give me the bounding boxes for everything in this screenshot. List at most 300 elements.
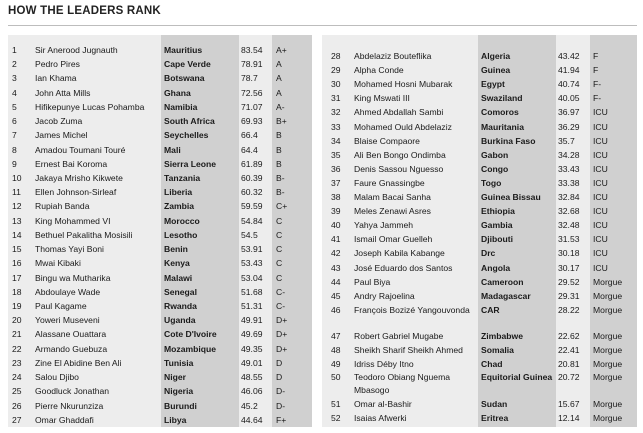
grade-cell: C — [276, 215, 283, 226]
grade-cell: F+ — [276, 414, 287, 425]
rank-cell: 41 — [331, 234, 341, 245]
score-cell: 15.67 — [558, 399, 580, 410]
leader-cell: Meles Zenawi Asres — [354, 206, 431, 217]
country-cell: Swaziland — [481, 93, 523, 104]
country-cell: Liberia — [164, 187, 193, 198]
country-cell: Mauritania — [481, 121, 524, 132]
country-cell: Tanzania — [164, 172, 201, 183]
table-row — [322, 343, 637, 357]
rank-cell: 43 — [331, 262, 341, 273]
score-cell: 43.42 — [558, 51, 580, 61]
leader-cell: Sheikh Sharif Sheikh Ahmed — [354, 345, 463, 355]
leader-cell: Alpha Conde — [354, 65, 404, 76]
leader-cell: Idriss Déby Itno — [354, 359, 414, 370]
rank-cell: 36 — [331, 163, 341, 174]
leader-cell: Yoweri Museveni — [35, 315, 100, 326]
grade-cell: A — [276, 59, 282, 70]
country-cell: Burundi — [164, 400, 197, 411]
leader-cell: Mwai Kibaki — [35, 258, 81, 269]
country-cell: Ethiopia — [481, 206, 515, 217]
page-title: HOW THE LEADERS RANK — [8, 5, 161, 17]
table-row — [8, 313, 312, 327]
score-cell: 28.22 — [558, 304, 580, 315]
country-cell: Senegal — [164, 286, 197, 297]
leader-cell: Rupiah Banda — [35, 201, 90, 212]
country-cell: Mozambique — [164, 343, 217, 354]
grade-cell: B- — [276, 187, 285, 198]
leader-cell: Zine El Abidine Ben Ali — [35, 357, 122, 368]
rank-cell: 17 — [12, 272, 22, 283]
country-cell: Botswana — [164, 73, 205, 84]
leader-cell: Denis Sassou Nguesso — [354, 163, 444, 174]
table-row — [322, 246, 637, 260]
rank-cell: 18 — [12, 286, 22, 297]
country-cell: Angola — [481, 262, 511, 273]
table-row — [8, 256, 312, 270]
score-cell: 32.68 — [558, 206, 580, 217]
country-cell: Malawi — [164, 272, 193, 283]
country-cell: Seychelles — [164, 130, 209, 141]
rank-cell: 38 — [331, 192, 341, 202]
grade-cell: B — [276, 144, 282, 155]
country-cell: South Africa — [164, 116, 215, 127]
leader-cell: Pierre Nkurunziza — [35, 400, 104, 411]
rank-cell: 46 — [331, 304, 341, 315]
country-cell: Somalia — [481, 345, 514, 355]
score-cell: 69.93 — [241, 116, 263, 127]
rankings-table-right — [322, 35, 637, 427]
rank-cell: 6 — [12, 116, 17, 127]
leader-cell: Ahmed Abdallah Sambi — [354, 107, 444, 118]
table-row — [322, 77, 637, 91]
rank-cell: 13 — [12, 215, 22, 226]
table-row — [322, 162, 637, 176]
country-cell: Cameroon — [481, 276, 524, 287]
country-cell: Chad — [481, 359, 503, 370]
score-cell: 33.38 — [558, 177, 580, 188]
leader-cell: Ellen Johnson-Sirleaf — [35, 187, 117, 198]
rank-cell: 4 — [12, 87, 17, 98]
rank-cell: 12 — [12, 201, 22, 212]
country-cell: Nigeria — [164, 386, 194, 397]
rank-cell: 34 — [331, 135, 341, 146]
grade-cell: D+ — [276, 343, 288, 354]
grade-cell: F — [593, 51, 599, 61]
grade-cell: D- — [276, 400, 286, 411]
country-cell: Zambia — [164, 201, 195, 212]
score-cell: 53.91 — [241, 244, 263, 255]
leader-cell: Faure Gnassingbe — [354, 177, 425, 188]
score-cell: 61.89 — [241, 158, 263, 169]
grade-cell: Morgue — [593, 359, 623, 370]
leader-cell: Yahya Jammeh — [354, 220, 414, 231]
grade-cell: A — [276, 73, 282, 84]
grade-cell: ICU — [593, 135, 608, 146]
score-cell: 22.62 — [558, 330, 580, 341]
table-row — [8, 86, 312, 100]
table-row — [8, 143, 312, 157]
score-cell: 54.84 — [241, 215, 263, 226]
table-row — [322, 148, 637, 162]
score-cell: 49.69 — [241, 329, 263, 340]
table-row — [322, 371, 637, 397]
country-cell: Mali — [164, 144, 181, 155]
leader-cell: Bethuel Pakalitha Mosisili — [35, 229, 133, 240]
leader-cell: Malam Bacai Sanha — [354, 192, 431, 202]
country-cell: Drc — [481, 248, 496, 259]
rank-cell: 31 — [331, 93, 341, 104]
table-row — [8, 71, 312, 85]
rank-cell: 28 — [331, 51, 341, 61]
country-cell: Lesotho — [164, 229, 198, 240]
score-cell: 41.94 — [558, 65, 580, 76]
grade-cell: Morgue — [593, 345, 623, 355]
rank-cell: 26 — [12, 400, 22, 411]
table-row — [322, 176, 637, 190]
table-row — [8, 114, 312, 128]
country-cell: Kenya — [164, 258, 190, 269]
leader-cell: King Mswati III — [354, 93, 410, 104]
leader-cell: Pedro Pires — [35, 59, 80, 70]
score-cell: 36.97 — [558, 107, 580, 118]
table-row — [8, 228, 312, 242]
score-cell: 32.84 — [558, 192, 580, 202]
grade-cell: D+ — [276, 315, 288, 326]
table-row — [8, 327, 312, 341]
leader-cell: Thomas Yayi Boni — [35, 244, 104, 255]
leader-cell: Abdelaziz Bouteflika — [354, 51, 432, 61]
rank-cell: 2 — [12, 59, 17, 70]
leader-cell: Jakaya Mrisho Kikwete — [35, 172, 123, 183]
score-cell: 51.31 — [241, 300, 263, 311]
rankings-table-left — [8, 35, 312, 427]
country-cell: Ghana — [164, 87, 191, 98]
country-cell: Morocco — [164, 215, 200, 226]
table-row — [8, 413, 312, 427]
table-row — [8, 43, 312, 57]
rank-cell: 39 — [331, 206, 341, 217]
leader-cell: John Atta Mills — [35, 87, 91, 98]
grade-cell: Morgue — [593, 330, 623, 341]
score-cell: 30.17 — [558, 262, 580, 273]
grade-cell: F- — [593, 93, 602, 104]
leader-cell: Teodoro Obiang Nguema Mbasogo — [354, 372, 451, 395]
rank-cell: 3 — [12, 73, 17, 84]
grade-cell: F- — [593, 79, 602, 90]
score-cell: 29.52 — [558, 276, 580, 287]
leader-cell: Joseph Kabila Kabange — [354, 248, 445, 259]
leader-cell: Isaias Afwerki — [354, 413, 407, 424]
grade-cell: A+ — [276, 45, 287, 55]
leader-cell: Alassane Ouattara — [35, 329, 107, 340]
grade-cell: C- — [276, 300, 286, 311]
country-cell: Djibouti — [481, 234, 513, 245]
table-row — [322, 397, 637, 411]
grade-cell: ICU — [593, 149, 608, 160]
country-cell: Rwanda — [164, 300, 197, 311]
country-cell: Gambia — [481, 220, 513, 231]
leader-cell: Robert Gabriel Mugabe — [354, 330, 444, 341]
title-divider — [8, 25, 637, 26]
score-cell: 20.81 — [558, 359, 580, 370]
grade-cell: D+ — [276, 329, 288, 340]
rank-cell: 49 — [331, 359, 341, 370]
score-cell: 66.4 — [241, 130, 258, 141]
country-cell: CAR — [481, 304, 500, 315]
country-cell: Guinea Bissau — [481, 192, 541, 202]
rank-cell: 14 — [12, 229, 22, 240]
score-cell: 72.56 — [241, 87, 263, 98]
table-row — [8, 185, 312, 199]
grade-cell: B — [276, 158, 282, 169]
grade-cell: Morgue — [593, 276, 623, 287]
rank-cell: 37 — [331, 177, 341, 188]
score-cell: 78.7 — [241, 73, 258, 84]
rank-cell: 48 — [331, 345, 341, 355]
table-row — [322, 357, 637, 371]
table-row — [322, 49, 637, 63]
score-cell: 78.91 — [241, 59, 263, 70]
score-cell: 12.14 — [558, 413, 580, 424]
leader-cell: Jacob Zuma — [35, 116, 83, 127]
table-row — [8, 285, 312, 299]
score-cell: 60.32 — [241, 187, 263, 198]
score-cell: 34.28 — [558, 149, 580, 160]
rank-cell: 19 — [12, 300, 22, 311]
table-row — [8, 171, 312, 185]
score-cell: 59.59 — [241, 201, 263, 212]
score-cell: 22.41 — [558, 345, 580, 355]
country-cell: Egypt — [481, 79, 505, 90]
grade-cell: ICU — [593, 121, 608, 132]
rank-cell: 27 — [12, 414, 22, 425]
country-cell: Eritrea — [481, 413, 509, 424]
grade-cell: A — [276, 87, 282, 98]
score-cell: 60.39 — [241, 172, 263, 183]
country-cell: Sudan — [481, 399, 508, 410]
rank-cell: 45 — [331, 290, 341, 301]
table-row — [8, 100, 312, 114]
table-row — [8, 299, 312, 313]
score-cell: 44.64 — [241, 414, 263, 425]
grade-cell: ICU — [593, 177, 608, 188]
grade-cell: A- — [276, 101, 285, 112]
country-cell: Comoros — [481, 107, 519, 118]
leader-cell: Ismail Omar Guelleh — [354, 234, 433, 245]
score-cell: 49.91 — [241, 315, 263, 326]
rank-cell: 9 — [12, 158, 17, 169]
leader-cell: Amadou Toumani Touré — [35, 144, 126, 155]
rank-cell: 16 — [12, 258, 22, 269]
score-cell: 31.53 — [558, 234, 580, 245]
grade-cell: C+ — [276, 201, 288, 212]
country-cell: Cape Verde — [164, 59, 211, 70]
leader-cell: Salou Djibo — [35, 372, 79, 383]
grade-cell: B — [276, 130, 282, 141]
grade-cell: Morgue — [593, 304, 623, 315]
leader-cell: Ernest Bai Koroma — [35, 158, 108, 169]
rank-cell: 47 — [331, 330, 341, 341]
leader-cell: François Bozizé Yangouvonda — [354, 304, 470, 315]
table-row — [322, 218, 637, 232]
grade-cell: D — [276, 372, 283, 383]
table-row — [8, 128, 312, 142]
leader-cell: Paul Kagame — [35, 300, 87, 311]
rank-cell: 20 — [12, 315, 22, 326]
leader-cell: Armando Guebuza — [35, 343, 108, 354]
grade-cell: ICU — [593, 206, 608, 217]
table-row — [8, 370, 312, 384]
grade-cell: ICU — [593, 262, 608, 273]
country-cell: Zimbabwe — [481, 330, 524, 341]
grade-cell: ICU — [593, 107, 608, 118]
table-row — [322, 289, 637, 303]
table-row — [8, 157, 312, 171]
score-cell: 35.7 — [558, 135, 575, 146]
country-cell: Gabon — [481, 149, 509, 160]
score-cell: 29.31 — [558, 290, 580, 301]
rank-cell: 11 — [12, 187, 21, 198]
grade-cell: ICU — [593, 163, 608, 174]
leader-cell: Goodluck Jonathan — [35, 386, 110, 397]
rank-cell: 35 — [331, 149, 341, 160]
country-cell: Cote D'Ivoire — [164, 329, 217, 340]
leader-cell: Andry Rajoelina — [354, 290, 415, 301]
rank-cell: 29 — [331, 65, 341, 76]
leader-cell: James Michel — [35, 130, 88, 141]
score-cell: 33.43 — [558, 163, 580, 174]
rank-cell: 44 — [331, 276, 341, 287]
grade-cell: Morgue — [593, 290, 623, 301]
grade-cell: C — [276, 244, 283, 255]
leader-cell: Omar al-Bashir — [354, 399, 412, 410]
table-row — [8, 242, 312, 256]
score-cell: 53.43 — [241, 258, 263, 269]
score-cell: 83.54 — [241, 45, 263, 55]
country-cell: Uganda — [164, 315, 196, 326]
score-cell: 40.05 — [558, 93, 580, 104]
rank-cell: 22 — [12, 343, 22, 354]
country-cell: Niger — [164, 372, 186, 383]
country-cell: Guinea — [481, 65, 511, 76]
table-row — [8, 356, 312, 370]
grade-cell: Morgue — [593, 372, 623, 383]
table-row — [322, 261, 637, 275]
table-row — [8, 214, 312, 228]
score-cell: 20.72 — [558, 372, 580, 383]
leader-cell: José Eduardo dos Santos — [354, 262, 453, 273]
rank-cell: 25 — [12, 386, 22, 397]
table-row — [8, 342, 312, 356]
country-cell: Sierra Leone — [164, 158, 217, 169]
leader-cell: King Mohammed VI — [35, 215, 111, 226]
country-cell: Libya — [164, 414, 187, 425]
table-row — [322, 303, 637, 317]
rank-cell: 50 — [331, 372, 341, 383]
table-row — [322, 232, 637, 246]
country-cell: Benin — [164, 244, 188, 255]
score-cell: 71.07 — [241, 101, 263, 112]
table-row — [322, 134, 637, 148]
score-cell: 48.55 — [241, 372, 263, 383]
score-cell: 53.04 — [241, 272, 263, 283]
leader-cell: Ali Ben Bongo Ondimba — [354, 149, 446, 160]
score-cell: 32.48 — [558, 220, 580, 231]
country-cell: Togo — [481, 177, 502, 188]
table-row — [8, 399, 312, 413]
country-cell: Madagascar — [481, 290, 531, 301]
table-row — [322, 91, 637, 105]
table-row — [322, 63, 637, 77]
grade-cell: C — [276, 272, 283, 283]
score-cell: 30.18 — [558, 248, 580, 259]
table-row — [322, 275, 637, 289]
leader-cell: Bingu wa Mutharika — [35, 272, 111, 283]
country-cell: Tunisia — [164, 357, 194, 368]
leader-cell: Sir Anerood Jugnauth — [35, 45, 118, 55]
grade-cell: C — [276, 258, 283, 269]
score-cell: 40.74 — [558, 79, 580, 90]
rank-cell: 7 — [12, 130, 17, 141]
leader-cell: Abdoulaye Wade — [35, 286, 101, 297]
grade-cell: C- — [276, 286, 286, 297]
rank-cell: 42 — [331, 248, 341, 259]
table-row — [322, 329, 637, 343]
table-row — [322, 204, 637, 218]
country-cell: Mauritius — [164, 45, 203, 55]
leader-cell: Mohamed Hosni Mubarak — [354, 79, 453, 90]
country-cell: Algeria — [481, 51, 511, 61]
table-row — [8, 57, 312, 71]
rank-cell: 10 — [12, 172, 22, 183]
grade-cell: D — [276, 357, 283, 368]
rank-cell: 52 — [331, 413, 341, 424]
table-row — [322, 190, 637, 204]
rank-cell: 1 — [12, 45, 17, 55]
score-cell: 36.29 — [558, 121, 580, 132]
rank-cell: 23 — [12, 357, 22, 368]
score-cell: 54.5 — [241, 229, 258, 240]
rank-cell: 8 — [12, 144, 17, 155]
table-row — [322, 105, 637, 119]
grade-cell: B- — [276, 172, 285, 183]
country-cell: Namibia — [164, 101, 198, 112]
score-cell: 45.2 — [241, 400, 258, 411]
leader-cell: Paul Biya — [354, 276, 391, 287]
rank-cell: 33 — [331, 121, 341, 132]
grade-cell: C — [276, 229, 283, 240]
rank-cell: 5 — [12, 101, 17, 112]
rank-cell: 40 — [331, 220, 341, 231]
score-cell: 46.06 — [241, 386, 263, 397]
score-cell: 51.68 — [241, 286, 263, 297]
grade-cell: D- — [276, 386, 286, 397]
leader-cell: Ian Khama — [35, 73, 77, 84]
grade-cell: Morgue — [593, 399, 623, 410]
rank-cell: 30 — [331, 79, 341, 90]
table-row — [8, 271, 312, 285]
table-row — [8, 199, 312, 213]
grade-cell: ICU — [593, 248, 608, 259]
country-cell: Equitorial Guinea — [481, 372, 553, 383]
leader-cell: Hifikepunye Lucas Pohamba — [35, 101, 145, 112]
leader-cell: Mohamed Ould Abdelaziz — [354, 121, 452, 132]
grade-cell: Morgue — [593, 413, 623, 424]
score-cell: 49.35 — [241, 343, 263, 354]
table-row — [322, 120, 637, 134]
table-row — [322, 411, 637, 425]
grade-cell: B+ — [276, 116, 287, 127]
